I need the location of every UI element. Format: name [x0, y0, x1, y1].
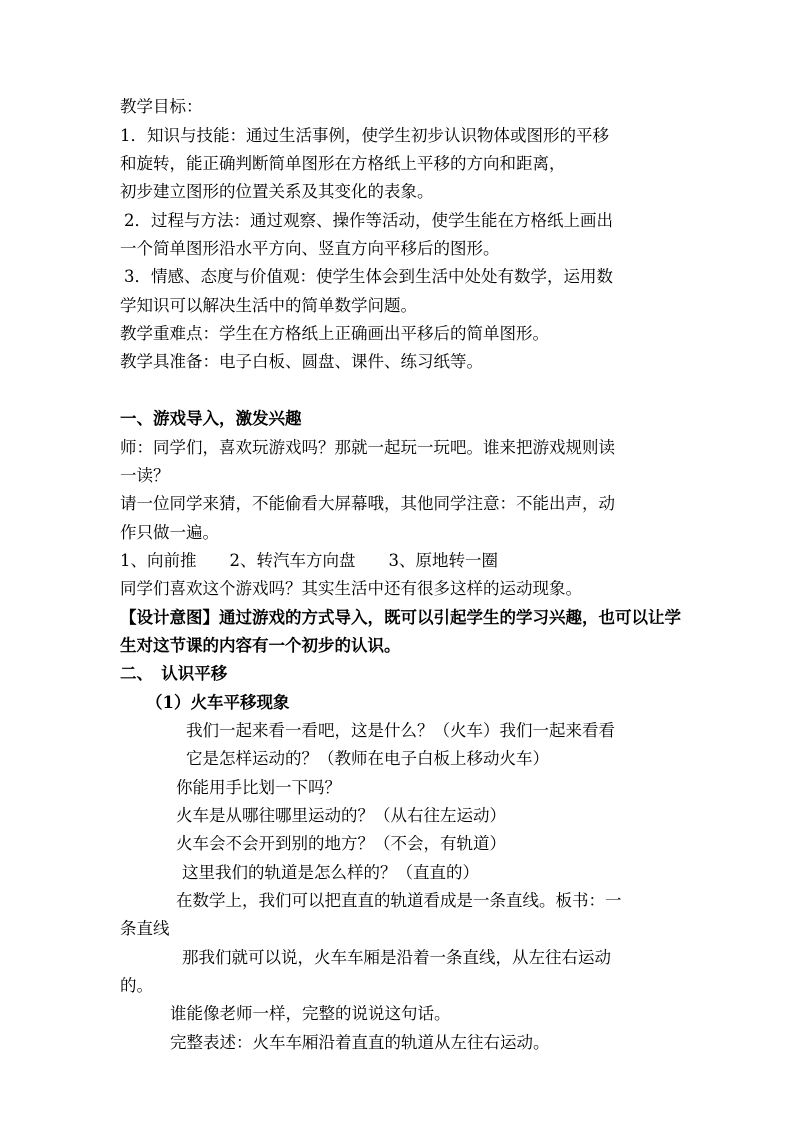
- train-dialog-line-3: 你能用手比划一下吗？: [176, 778, 341, 797]
- teacher-line-1: 师：同学们，喜欢玩游戏吗？那就一起玩一玩吧。谁来把游戏规则读: [120, 438, 615, 457]
- train-dialog-line-4: 火车是从哪往哪里运动的？（从右往左运动）: [176, 806, 506, 825]
- complete-expression: 完整表述：火车车厢沿着直直的轨道从左往右运动。: [170, 1033, 550, 1052]
- rules-line-2: 作只做一遍。: [120, 523, 219, 542]
- straight-line-note-1: 在数学上，我们可以把直直的轨道看成是一条直线。板书：一: [176, 891, 622, 910]
- train-dialog-line-2: 它是怎样运动的？（教师在电子白板上移动火车）: [186, 749, 549, 768]
- train-dialog-line-5: 火车会不会开到别的地方？（不会，有轨道）: [176, 834, 506, 853]
- repeat-sentence-prompt: 谁能像老师一样，完整的说说这句话。: [170, 1004, 451, 1023]
- game-actions-list: 1、向前推 2、转汽车方向盘 3、原地转一圈: [120, 551, 498, 570]
- teaching-objectives-heading: 教学目标：: [120, 97, 203, 116]
- objective-2-line-1: 2．过程与方法：通过观察、操作等活动，使学生能在方格纸上画出: [124, 211, 613, 230]
- section-2-heading: 二、 认识平移: [120, 664, 228, 683]
- train-dialog-line-6: 这里我们的轨道是怎么样的？（直直的）: [182, 863, 479, 882]
- train-motion-line-2: 的。: [120, 976, 153, 995]
- design-intent-line-2: 生对这节课的内容有一个初步的认识。: [120, 636, 401, 655]
- teacher-line-2: 一读？: [120, 466, 170, 485]
- key-difficult-points: 教学重难点：学生在方格纸上正确画出平移后的简单图形。: [120, 324, 549, 343]
- objective-3-line-2: 学知识可以解决生活中的简单数学问题。: [120, 296, 417, 315]
- design-intent-line-1: 【设计意图】通过游戏的方式导入，既可以引起学生的学习兴趣，也可以让学: [120, 608, 681, 627]
- objective-1-line-2: 和旋转，能正确判断简单图形在方格纸上平移的方向和距离，: [120, 154, 566, 173]
- teaching-materials: 教学具准备：电子白板、圆盘、课件、练习纸等。: [120, 352, 483, 371]
- rules-line-1: 请一位同学来猜，不能偷看大屏幕哦，其他同学注意：不能出声，动: [120, 494, 615, 513]
- subsection-1-heading: （1）火车平移现象: [146, 693, 290, 712]
- train-motion-line-1: 那我们就可以说，火车车厢是沿着一条直线，从左往右运动: [182, 948, 611, 967]
- objective-2-line-2: 一个简单图形沿水平方向、竖直方向平移后的图形。: [120, 239, 500, 258]
- objective-1-line-1: 1．知识与技能：通过生活事例，使学生初步认识物体或图形的平移: [120, 126, 609, 145]
- objective-1-line-3: 初步建立图形的位置关系及其变化的表象。: [120, 182, 434, 201]
- objective-3-line-1: 3．情感、态度与价值观：使学生体会到生活中处处有数学，运用数: [124, 267, 613, 286]
- straight-line-note-2: 条直线: [120, 919, 170, 938]
- section-1-heading: 一、游戏导入，激发兴趣: [120, 409, 302, 428]
- game-summary: 同学们喜欢这个游戏吗？其实生活中还有很多这样的运动现象。: [120, 579, 582, 598]
- train-dialog-line-1: 我们一起来看一看吧，这是什么？（火车）我们一起来看看: [186, 721, 615, 740]
